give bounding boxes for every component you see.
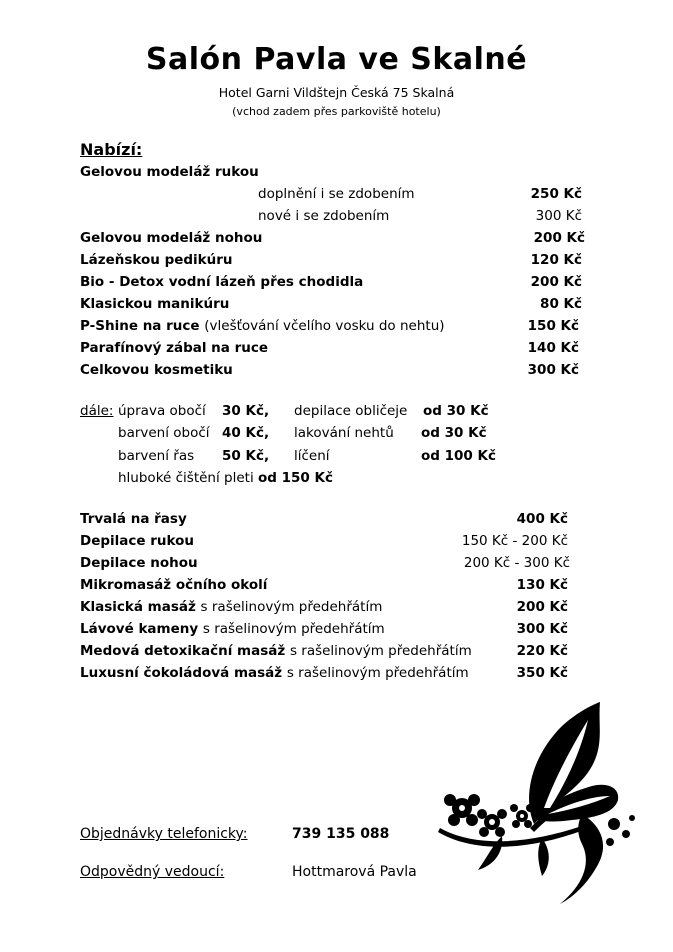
phone-number: 739 135 088 — [292, 826, 390, 842]
manager-name: Hottmarová Pavla — [292, 864, 417, 880]
extra-item — [118, 468, 333, 488]
service-note: (vlešťování včelího vosku do nehtu) — [204, 318, 445, 334]
extra-item: barvení obočí — [118, 425, 210, 441]
service-name-text: Luxusní čokoládová masáž — [80, 665, 283, 681]
extra-item: barvení řas — [118, 448, 195, 464]
service-price: 130 Kč — [516, 577, 568, 593]
service-name: Depilace nohou — [80, 555, 198, 571]
extra-price: 50 Kč, — [222, 448, 270, 464]
service-price: 200 Kč — [533, 230, 585, 246]
service-name: Gelovou modeláž nohou — [80, 230, 263, 246]
service-price: 400 Kč — [516, 511, 568, 527]
service-price: 350 Kč — [516, 665, 568, 681]
service-name: Klasickou manikúru — [80, 296, 230, 312]
offers-heading: Nabízí: — [80, 140, 143, 159]
service-name: Celkovou kosmetiku — [80, 362, 233, 378]
service-price: 300 Kč — [535, 208, 582, 224]
service-price: 200 Kč — [530, 274, 582, 290]
service-price: 220 Kč — [516, 643, 568, 659]
service-name: Parafínový zábal na ruce — [80, 340, 269, 356]
extra-price: od 150 Kč — [258, 470, 333, 486]
extra-price: od 30 Kč — [423, 403, 489, 419]
service-variant: nové i se zdobením — [258, 208, 390, 224]
extra-item: lakování nehtů — [294, 425, 394, 441]
service-name — [80, 619, 385, 639]
service-name: Bio - Detox vodní lázeň přes chodidla — [80, 274, 364, 290]
butterfly-flowers-icon — [432, 696, 644, 908]
service-name — [80, 316, 445, 336]
service-price: 140 Kč — [527, 340, 579, 356]
address: Hotel Garni Vildštejn Česká 75 Skalná — [218, 85, 455, 100]
service-price: 120 Kč — [530, 252, 582, 268]
service-note: s rašelinovým předehřátím — [202, 621, 385, 637]
service-note: s rašelinovým předehřátím — [200, 599, 383, 615]
manager-label: Odpovědný vedoucí: — [80, 864, 225, 880]
service-name-text: Klasická masáž — [80, 599, 196, 615]
service-name-text: Medová detoxikační masáž — [80, 643, 286, 659]
extra-item: depilace obličeje — [294, 403, 408, 419]
service-name: Trvalá na řasy — [80, 511, 187, 527]
service-price: 200 Kč — [516, 599, 568, 615]
orders-label: Objednávky telefonicky: — [80, 826, 248, 842]
service-note: s rašelinovým předehřátím — [286, 665, 469, 681]
page-title: Salón Pavla ve Skalné — [145, 42, 528, 77]
extra-item: úprava obočí — [118, 403, 206, 419]
extra-item-text: hluboké čištění pleti — [118, 470, 254, 486]
service-name-text: Lávové kameny — [80, 621, 199, 637]
service-price: 150 Kč - 200 Kč — [461, 533, 568, 549]
service-name: Mikromasáž očního okolí — [80, 577, 268, 593]
entrance-note: (vchod zadem přes parkoviště hotelu) — [232, 105, 441, 118]
extra-price: od 30 Kč — [421, 425, 487, 441]
extra-price: 40 Kč, — [222, 425, 270, 441]
service-price: 300 Kč — [527, 362, 579, 378]
service-price: 150 Kč — [527, 318, 579, 334]
service-name: Lázeňskou pedikúru — [80, 252, 233, 268]
service-variant: doplnění i se zdobením — [258, 186, 415, 202]
extra-price: 30 Kč, — [222, 403, 270, 419]
service-name — [80, 597, 382, 617]
extra-price: od 100 Kč — [421, 448, 496, 464]
service-name-text: P-Shine na ruce — [80, 318, 200, 334]
service-price: 80 Kč — [540, 296, 582, 312]
service-name: Depilace rukou — [80, 533, 195, 549]
service-price: 250 Kč — [530, 186, 582, 202]
service-name: Gelovou modeláž rukou — [80, 164, 259, 180]
service-price: 300 Kč — [516, 621, 568, 637]
extras-label: dále: — [80, 403, 114, 419]
extra-item: líčení — [294, 448, 330, 464]
service-price: 200 Kč - 300 Kč — [463, 555, 570, 571]
service-note: s rašelinovým předehřátím — [289, 643, 472, 659]
